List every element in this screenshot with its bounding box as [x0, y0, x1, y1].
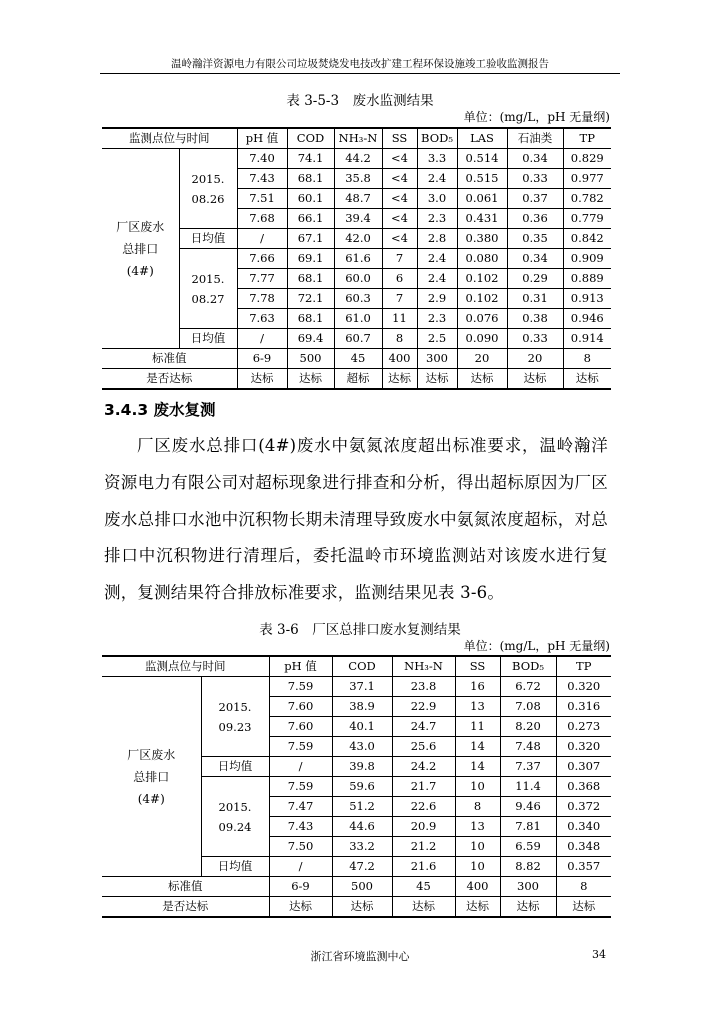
cell: 0.829 [563, 149, 611, 169]
table-row [102, 677, 611, 697]
date-line: 09.23 [218, 719, 252, 734]
table2-header-row [102, 656, 611, 677]
cell: 0.061 [457, 189, 507, 209]
cell: 61.0 [334, 309, 382, 329]
cell: 68.1 [287, 309, 334, 329]
daily-average-row [102, 229, 611, 249]
cell: 7.59 [269, 677, 332, 697]
cell: 0.38 [507, 309, 563, 329]
date-cell [179, 149, 237, 229]
cell: 7.48 [500, 737, 556, 757]
cell: 8.82 [500, 857, 556, 877]
cell: 7.43 [237, 169, 287, 189]
cell: 48.7 [334, 189, 382, 209]
date-cell [201, 777, 269, 857]
cell: 74.1 [287, 149, 334, 169]
cell: 0.782 [563, 189, 611, 209]
cell: 达标 [332, 897, 392, 918]
site-line: 总排口 [133, 769, 170, 784]
cell: 44.6 [332, 817, 392, 837]
cell: 33.2 [332, 837, 392, 857]
cell: 13 [455, 817, 500, 837]
cell: 0.914 [563, 329, 611, 349]
cell: <4 [382, 209, 417, 229]
cell: 达标 [392, 897, 455, 918]
cell: 13 [455, 697, 500, 717]
cell: 67.1 [287, 229, 334, 249]
col-header-bod5: BOD₅ [500, 656, 556, 677]
cell: 0.34 [507, 249, 563, 269]
cell: 标准值 [102, 349, 237, 369]
col-header-ss: SS [382, 128, 417, 149]
cell: 0.977 [563, 169, 611, 189]
col-header-tp: TP [563, 128, 611, 149]
paragraph-text: 厂区废水总排口(4#)废水中氨氮浓度超出标准要求，温岭瀚洋资源电力有限公司对超标现象进行排查和分析，得出超标原因为厂区废水总排口水池中沉积物长期未清理导致废水中氨氮浓度超标，对总排口中沉积物进行清理后，委托温岭市环境监测站对该废水进行复测，复测结果符合排放标准要求，监测结果见表 3-6。 [104, 436, 608, 603]
date-line: 2015. [191, 171, 225, 186]
cell: 14 [455, 737, 500, 757]
cell: / [269, 757, 332, 777]
cell: 300 [417, 349, 457, 369]
footer-org: 浙江省环境监测中心 [310, 950, 410, 963]
date-line: 2015. [218, 699, 252, 714]
cell: 0.913 [563, 289, 611, 309]
cell: 是否达标 [102, 369, 237, 390]
cell: 0.31 [507, 289, 563, 309]
cell: 0.29 [507, 269, 563, 289]
cell: 300 [500, 877, 556, 897]
cell: 7.68 [237, 209, 287, 229]
date-line: 2015. [191, 271, 225, 286]
cell: 21.7 [392, 777, 455, 797]
cell: 0.35 [507, 229, 563, 249]
cell: 达标 [563, 369, 611, 390]
cell: 3.0 [417, 189, 457, 209]
cell: 24.7 [392, 717, 455, 737]
cell: 0.33 [507, 169, 563, 189]
cell: 7.43 [269, 817, 332, 837]
cell: 0.946 [563, 309, 611, 329]
cell: 是否达标 [102, 897, 269, 918]
cell: 3.3 [417, 149, 457, 169]
cell: 35.8 [334, 169, 382, 189]
col-header-ss: SS [455, 656, 500, 677]
cell: 0.514 [457, 149, 507, 169]
compliance-row [102, 369, 611, 390]
col-header-ph: pH 值 [269, 656, 332, 677]
cell: 40.1 [332, 717, 392, 737]
date-line: 08.26 [191, 191, 225, 206]
cell: / [237, 229, 287, 249]
cell: 400 [382, 349, 417, 369]
cell: 8 [455, 797, 500, 817]
table1-unit: 单位：(mg/L，pH 无量纲) [463, 110, 610, 124]
cell: 38.9 [332, 697, 392, 717]
cell: 6 [382, 269, 417, 289]
cell: 20 [507, 349, 563, 369]
cell: 0.380 [457, 229, 507, 249]
page-number: 34 [592, 948, 606, 961]
cell: 0.515 [457, 169, 507, 189]
cell: 39.8 [332, 757, 392, 777]
table1 [102, 127, 611, 390]
cell: 达标 [455, 897, 500, 918]
date-cell [201, 677, 269, 757]
cell: 10 [455, 777, 500, 797]
col-header-cod: COD [332, 656, 392, 677]
col-header-tp: TP [556, 656, 611, 677]
cell: 10 [455, 837, 500, 857]
cell: 7.66 [237, 249, 287, 269]
col-header-site-time: 监测点位与时间 [102, 656, 269, 677]
standard-row [102, 349, 611, 369]
col-header-nh3n: NH₃-N [334, 128, 382, 149]
daily-average-row [102, 329, 611, 349]
cell: 达标 [500, 897, 556, 918]
cell: 0.102 [457, 289, 507, 309]
cell: 达标 [556, 897, 611, 918]
table-row [102, 149, 611, 169]
cell: 0.076 [457, 309, 507, 329]
cell: 43.0 [332, 737, 392, 757]
col-header-site-time: 监测点位与时间 [102, 128, 237, 149]
cell: 6-9 [269, 877, 332, 897]
table-row [102, 249, 611, 269]
date-line: 2015. [218, 799, 252, 814]
cell: 0.36 [507, 209, 563, 229]
cell: 2.3 [417, 309, 457, 329]
cell: 7.78 [237, 289, 287, 309]
cell: 45 [392, 877, 455, 897]
cell: 7.59 [269, 777, 332, 797]
report-header: 温岭瀚洋资源电力有限公司垃圾焚烧发电技改扩建工程环保设施竣工验收监测报告 [171, 58, 549, 70]
cell: 2.3 [417, 209, 457, 229]
cell: 6.59 [500, 837, 556, 857]
cell: 0.320 [556, 737, 611, 757]
cell: 0.102 [457, 269, 507, 289]
cell: 7.63 [237, 309, 287, 329]
cell: 日均值 [179, 329, 237, 349]
cell: 达标 [269, 897, 332, 918]
cell: 日均值 [179, 229, 237, 249]
cell: 51.2 [332, 797, 392, 817]
cell: 10 [455, 857, 500, 877]
body-paragraph [104, 428, 608, 612]
cell: 达标 [237, 369, 287, 390]
cell: 2.4 [417, 269, 457, 289]
cell: 20.9 [392, 817, 455, 837]
cell: 达标 [287, 369, 334, 390]
standard-row [102, 877, 611, 897]
site-cell [102, 149, 179, 349]
cell: 7.81 [500, 817, 556, 837]
col-header-cod: COD [287, 128, 334, 149]
cell: <4 [382, 149, 417, 169]
col-header-nh3n: NH₃-N [392, 656, 455, 677]
col-header-bod5: BOD₅ [417, 128, 457, 149]
cell: 0.273 [556, 717, 611, 737]
cell: 0.372 [556, 797, 611, 817]
site-line: 厂区废水 [116, 219, 165, 234]
table1-caption: 表 3-5-3 废水监测结果 [286, 93, 434, 109]
cell: 14 [455, 757, 500, 777]
cell: 0.889 [563, 269, 611, 289]
cell: 0.090 [457, 329, 507, 349]
cell: 0.431 [457, 209, 507, 229]
cell: 47.2 [332, 857, 392, 877]
cell: 7.50 [269, 837, 332, 857]
cell: 400 [455, 877, 500, 897]
cell: 0.37 [507, 189, 563, 209]
cell: 25.6 [392, 737, 455, 757]
cell: 11 [382, 309, 417, 329]
col-header-oil: 石油类 [507, 128, 563, 149]
cell: 61.6 [334, 249, 382, 269]
cell: 60.3 [334, 289, 382, 309]
cell: 21.2 [392, 837, 455, 857]
cell: 2.4 [417, 249, 457, 269]
cell: 日均值 [201, 757, 269, 777]
cell: 500 [287, 349, 334, 369]
cell: 7 [382, 289, 417, 309]
cell: 7.51 [237, 189, 287, 209]
cell: 7.77 [237, 269, 287, 289]
cell: 11 [455, 717, 500, 737]
cell: 7.59 [269, 737, 332, 757]
cell: 60.7 [334, 329, 382, 349]
site-cell [102, 677, 201, 877]
cell: 8 [382, 329, 417, 349]
cell: 59.6 [332, 777, 392, 797]
table2-caption: 表 3-6 厂区总排口废水复测结果 [259, 622, 461, 638]
cell: 23.8 [392, 677, 455, 697]
date-cell [179, 249, 237, 329]
cell: 24.2 [392, 757, 455, 777]
cell: 21.6 [392, 857, 455, 877]
cell: 72.1 [287, 289, 334, 309]
section-title: 3.4.3 废水复测 [104, 401, 216, 419]
cell: 0.842 [563, 229, 611, 249]
cell: / [269, 857, 332, 877]
cell: 0.368 [556, 777, 611, 797]
header-rule [100, 73, 620, 74]
cell: 0.316 [556, 697, 611, 717]
cell: 45 [334, 349, 382, 369]
cell: 42.0 [334, 229, 382, 249]
cell: 9.46 [500, 797, 556, 817]
table2 [102, 655, 611, 918]
cell: 0.080 [457, 249, 507, 269]
cell: 44.2 [334, 149, 382, 169]
cell: 0.33 [507, 329, 563, 349]
cell: 2.9 [417, 289, 457, 309]
cell: 69.1 [287, 249, 334, 269]
cell: 60.1 [287, 189, 334, 209]
cell: 7.40 [237, 149, 287, 169]
col-header-ph: pH 值 [237, 128, 287, 149]
cell: 6-9 [237, 349, 287, 369]
cell: 0.909 [563, 249, 611, 269]
cell: 7.47 [269, 797, 332, 817]
cell: / [237, 329, 287, 349]
cell: 2.5 [417, 329, 457, 349]
cell: 68.1 [287, 169, 334, 189]
cell: 37.1 [332, 677, 392, 697]
cell: 8.20 [500, 717, 556, 737]
cell: 7 [382, 249, 417, 269]
cell: 6.72 [500, 677, 556, 697]
cell: 60.0 [334, 269, 382, 289]
cell: 500 [332, 877, 392, 897]
cell: 日均值 [201, 857, 269, 877]
table1-header-row [102, 128, 611, 149]
cell: 11.4 [500, 777, 556, 797]
cell: 22.9 [392, 697, 455, 717]
site-line: (4#) [137, 791, 165, 806]
cell: 8 [563, 349, 611, 369]
site-line: (4#) [126, 263, 154, 278]
cell: 超标 [334, 369, 382, 390]
cell: 0.320 [556, 677, 611, 697]
cell: 16 [455, 677, 500, 697]
compliance-row [102, 897, 611, 918]
site-line: 厂区废水 [127, 747, 176, 762]
cell: 39.4 [334, 209, 382, 229]
site-line: 总排口 [122, 241, 159, 256]
cell: 达标 [507, 369, 563, 390]
cell: 68.1 [287, 269, 334, 289]
cell: <4 [382, 189, 417, 209]
cell: 20 [457, 349, 507, 369]
cell: 69.4 [287, 329, 334, 349]
date-line: 09.24 [218, 819, 252, 834]
cell: 7.60 [269, 697, 332, 717]
cell: 标准值 [102, 877, 269, 897]
cell: 7.37 [500, 757, 556, 777]
cell: 达标 [382, 369, 417, 390]
cell: 达标 [457, 369, 507, 390]
cell: 8 [556, 877, 611, 897]
cell: 0.34 [507, 149, 563, 169]
cell: 2.4 [417, 169, 457, 189]
cell: <4 [382, 229, 417, 249]
cell: 0.348 [556, 837, 611, 857]
cell: 0.357 [556, 857, 611, 877]
cell: 0.340 [556, 817, 611, 837]
col-header-las: LAS [457, 128, 507, 149]
cell: 0.307 [556, 757, 611, 777]
table2-unit: 单位：(mg/L，pH 无量纲) [463, 639, 610, 653]
date-line: 08.27 [191, 291, 225, 306]
cell: 22.6 [392, 797, 455, 817]
cell: 7.60 [269, 717, 332, 737]
cell: 2.8 [417, 229, 457, 249]
cell: 66.1 [287, 209, 334, 229]
cell: <4 [382, 169, 417, 189]
cell: 0.779 [563, 209, 611, 229]
cell: 7.08 [500, 697, 556, 717]
cell: 达标 [417, 369, 457, 390]
